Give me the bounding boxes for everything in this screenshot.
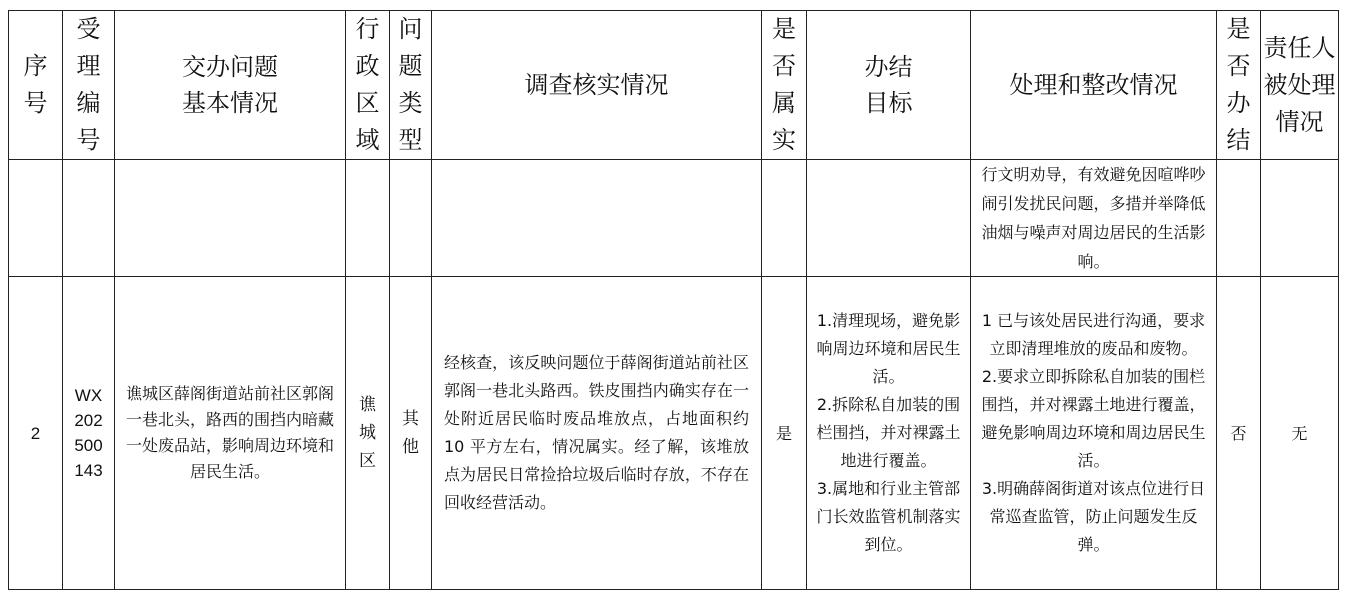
header-type: 问题类型 <box>390 11 432 160</box>
cell-handling <box>971 277 1217 590</box>
target-item: 3.属地和行业主管部门长效监管机制落实到位。 <box>816 479 961 554</box>
cell-target <box>807 277 971 590</box>
cell-empty <box>63 160 115 277</box>
case-table <box>8 10 1339 590</box>
cell-empty <box>390 160 432 277</box>
header-investigation: 调查核实情况 <box>432 11 762 160</box>
header-accept-no: 受理编号 <box>63 11 115 160</box>
cell-empty <box>1261 160 1339 277</box>
cell-investigation: 经核查，该反映问题位于薛阁街道站前社区郭阁一巷北头路西。铁皮围挡内确实存在一处附近居民临时废品堆放点，占地面积约 10 平方左右，情况属实。经了解，该堆放点为居民日常捡拾垃圾后临时存放，不存在回收经营活动。 <box>432 277 762 590</box>
table-row <box>9 160 1339 277</box>
handling-item: 2.要求立即拆除私自加装的围栏围挡，并对裸露土地进行覆盖，避免影响周边环境和周边居民生活。 <box>981 367 1206 470</box>
cell-empty <box>1217 160 1261 277</box>
cell-empty <box>807 160 971 277</box>
target-item: 1.清理现场，避免影响周边环境和居民生活。 <box>816 311 961 386</box>
cell-empty <box>9 160 63 277</box>
header-closed: 是否办结 <box>1217 11 1261 160</box>
cell-handling-continuation: 行文明劝导，有效避免因喧哗吵闹引发扰民问题，多措并举降低油烟与噪声对周边居民的生活影响。 <box>971 160 1217 277</box>
cell-type: 其他 <box>390 277 432 590</box>
header-handling: 处理和整改情况 <box>971 11 1217 160</box>
handling-item: 1 已与该处居民进行沟通，要求立即清理堆放的废品和废物。 <box>981 311 1206 358</box>
cell-empty <box>432 160 762 277</box>
cell-empty <box>762 160 807 277</box>
header-seq: 序号 <box>9 11 63 160</box>
table-row <box>9 277 1339 590</box>
cell-true: 是 <box>762 277 807 590</box>
cell-accept-no: WX202500143 <box>63 277 115 590</box>
header-true: 是否属实 <box>762 11 807 160</box>
cell-seq: 2 <box>9 277 63 590</box>
target-item: 2.拆除私自加装的围栏围挡，并对裸露土地进行覆盖。 <box>816 395 961 470</box>
cell-accountability: 无 <box>1261 277 1339 590</box>
header-problem: 交办问题 基本情况 <box>115 11 346 160</box>
cell-region: 谯城区 <box>346 277 390 590</box>
handling-item: 3.明确薛阁街道对该点位进行日常巡查监管，防止问题发生反弹。 <box>981 479 1206 554</box>
header-target: 办结 目标 <box>807 11 971 160</box>
cell-problem: 谯城区薛阁街道站前社区郭阁一巷北头，路西的围挡内暗藏一处废品站，影响周边环境和居民生活。 <box>115 277 346 590</box>
cell-empty <box>115 160 346 277</box>
cell-closed: 否 <box>1217 277 1261 590</box>
header-region: 行政区域 <box>346 11 390 160</box>
cell-empty <box>346 160 390 277</box>
header-accountability: 责任人被处理情况 <box>1261 11 1339 160</box>
header-row <box>9 11 1339 160</box>
